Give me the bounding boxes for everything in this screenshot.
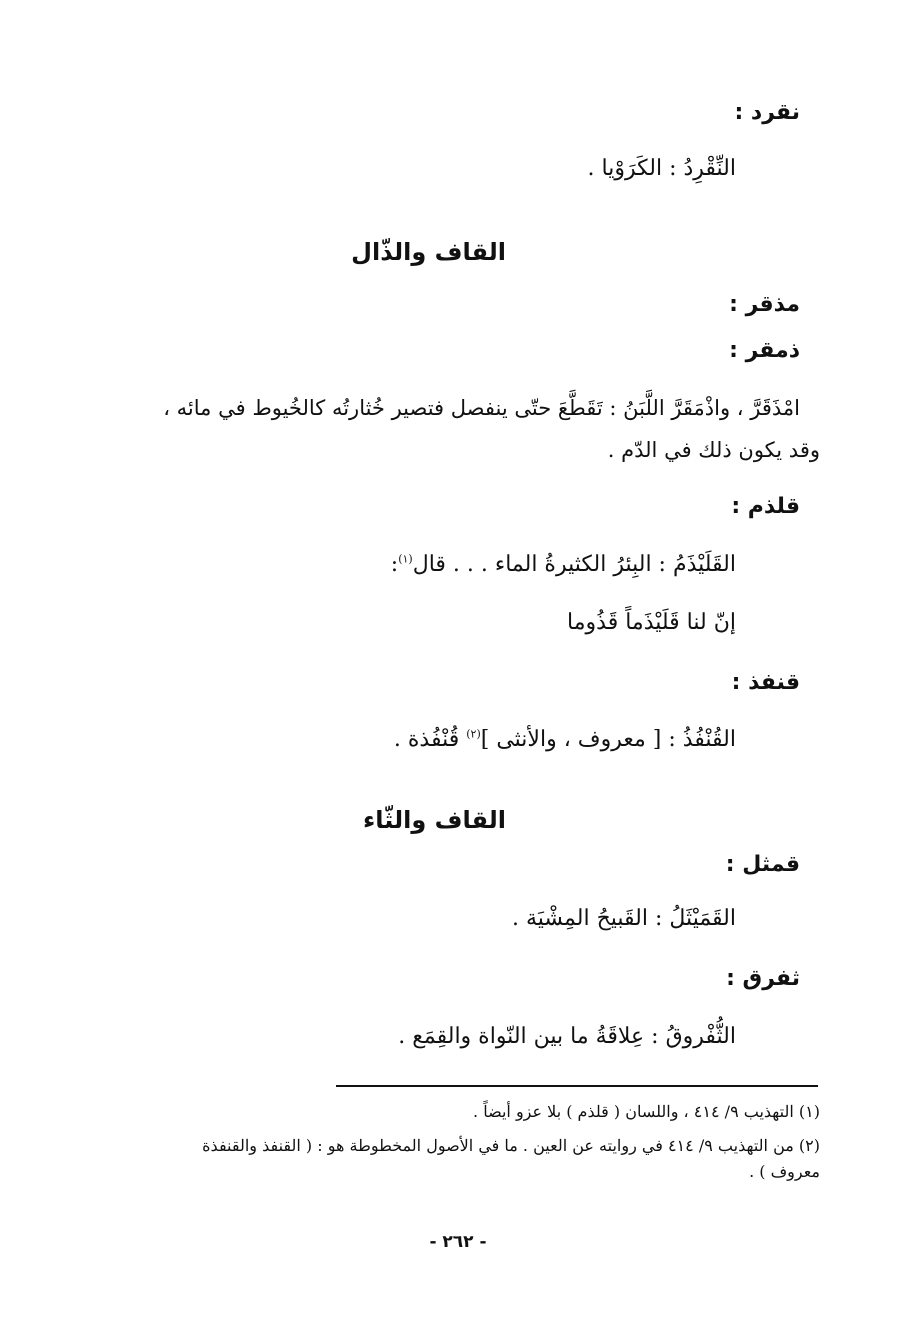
footnote-divider [336,1085,818,1087]
qaldham-colon: : [390,552,399,577]
entry-definition-thafruq: الثُّفْروقُ : عِلاقَةُ ما بين النّواة والقِمَع . [398,1024,736,1049]
footnote-2-line-2: معروف ) . [749,1162,820,1181]
qaldham-definition-text: القَلَيْذَمُ : البِئرُ الكثيرةُ الماء . . . قال [412,552,736,577]
entry-heading-madhqar: مذقر : [729,292,800,317]
entry-definition-qamthal: القَمَيْثَلُ : القَبيحُ المِشْيَة . [512,906,736,931]
entry-heading-qanfadh: قنفذ : [731,670,800,695]
qanfadh-definition-feminine: قُنْفُذة . [393,727,467,752]
entry-heading-naqrad: نقرد : [734,100,800,125]
poetry-verse-qaldham: إنّ لنا قَلَيْذَماً قَذُوما [567,610,736,635]
footnote-2-line-1: (٢) من التهذيب ٩/ ٤١٤ في روايته عن العين . ما في الأصول المخطوطة هو : ( القنفذ والقنفذة [202,1136,820,1155]
entry-heading-thafruq: ثفرق : [726,966,800,991]
section-title-qaf-dhal: القاف والذّال [351,238,506,266]
entry-definition-qanfadh [394,727,736,752]
entry-definition-dhamqar-line-2: وقد يكون ذلك في الدّم . [607,438,820,462]
footnote-ref-2: (٢) [466,727,481,741]
section-title-qaf-tha: القاف والثّاء [363,806,506,834]
entry-heading-dhamqar: ذمقر : [729,338,800,363]
entry-heading-qamthal: قمثل : [725,852,800,877]
entry-definition-naqrad: النِّقْرِدُ : الكَرَوْيا . [587,156,736,181]
footnote-1: (١) التهذيب ٩/ ٤١٤ ، واللسان ( قلذم ) بلا عزو أيضاً . [473,1102,820,1121]
page-number: - ٢٦٢ - [429,1232,487,1252]
qanfadh-definition-text: القُنْفُذُ : [ معروف ، والأنثى ] [480,727,736,752]
footnote-ref-1: (١) [398,552,413,566]
entry-definition-dhamqar-line-1: امْذَقَرَّ ، واذْمَقَرَّ اللَّبَنُ : تَقَطَّعَ حتّى ينفصل فتصير خُثارتُه كالخُيوط في مائه ، [163,396,800,420]
entry-definition-qaldham [391,552,736,577]
entry-heading-qaldham: قلذم : [731,494,800,519]
